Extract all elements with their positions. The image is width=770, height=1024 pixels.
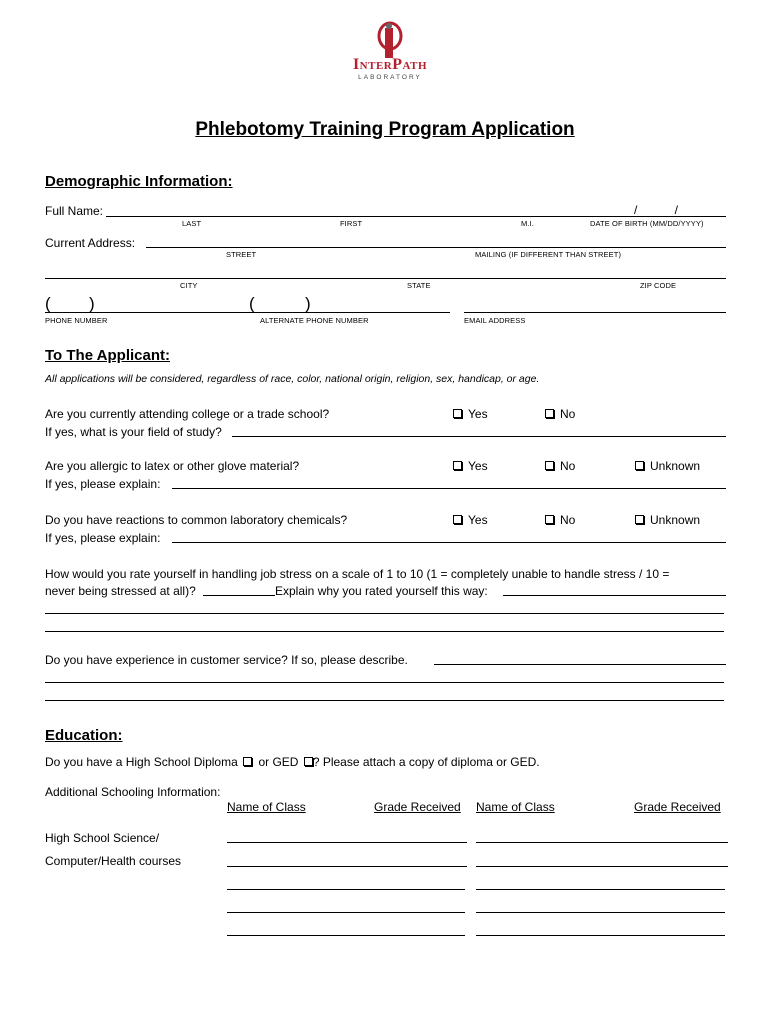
demographic-heading: Demographic Information:	[45, 173, 233, 190]
question-latex: Are you allergic to latex or other glove material?	[45, 459, 300, 473]
latex-no-option[interactable]	[545, 459, 575, 473]
alt-phone-paren-close: )	[305, 294, 311, 313]
street-caption: STREET	[226, 250, 257, 259]
name-of-class-header-1: Name of Class	[227, 800, 306, 814]
customer-service-line-3[interactable]	[45, 700, 724, 701]
no-label: No	[560, 513, 576, 527]
hs-science-label: High School Science/	[45, 831, 160, 845]
chemicals-unknown-option[interactable]	[635, 513, 700, 527]
latex-yes-option[interactable]	[453, 459, 488, 473]
ged-option[interactable]	[302, 755, 313, 769]
logo-sub-text: LABORATORY	[358, 74, 422, 81]
additional-schooling-label: Additional Schooling Information:	[45, 785, 221, 799]
stress-question-line2a: never being stressed at all)?	[45, 584, 196, 598]
current-address-label: Current Address:	[45, 236, 136, 250]
phone-paren-open: (	[45, 294, 51, 313]
chemicals-explain-input[interactable]	[172, 542, 726, 543]
class-row-5-left[interactable]	[227, 935, 465, 936]
zip-caption: ZIP CODE	[640, 281, 677, 290]
class-row-2-left[interactable]	[227, 866, 467, 867]
checkbox-icon[interactable]	[243, 757, 252, 766]
email-caption: EMAIL ADDRESS	[464, 316, 526, 325]
stress-explain-line-3[interactable]	[45, 631, 724, 632]
full-name-label: Full Name:	[45, 204, 104, 218]
class-row-3-right[interactable]	[476, 889, 725, 890]
stress-explain-line-2[interactable]	[45, 613, 724, 614]
logo	[340, 20, 440, 86]
full-name-field[interactable]	[106, 216, 726, 217]
education-heading: Education:	[45, 727, 123, 744]
checkbox-icon[interactable]	[304, 757, 313, 766]
diploma-text-c: ? Please attach a copy of diploma or GED.	[312, 755, 540, 769]
grade-received-header-1: Grade Received	[374, 800, 461, 814]
customer-service-question: Do you have experience in customer service? If so, please describe.	[45, 653, 408, 667]
city-state-zip-field[interactable]	[45, 278, 726, 279]
alt-phone-caption: ALTERNATE PHONE NUMBER	[260, 316, 369, 325]
applicant-heading: To The Applicant:	[45, 347, 170, 364]
checkbox-icon[interactable]	[545, 409, 554, 418]
phone-field[interactable]	[45, 312, 250, 313]
city-caption: CITY	[180, 281, 198, 290]
stress-rating-input[interactable]	[203, 595, 275, 596]
first-caption: FIRST	[340, 219, 363, 228]
class-row-3-left[interactable]	[227, 889, 465, 890]
checkbox-icon[interactable]	[635, 515, 644, 524]
checkbox-icon[interactable]	[545, 461, 554, 470]
phone-paren-close: )	[89, 294, 95, 313]
unknown-label: Unknown	[650, 459, 701, 473]
phone-caption: PHONE NUMBER	[45, 316, 108, 325]
mi-caption: M.I.	[521, 219, 534, 228]
logo-brand-text: InterPath	[352, 56, 428, 73]
mailing-caption: MAILING (IF DIFFERENT THAN STREET)	[475, 250, 622, 259]
logo-mark-icon	[340, 20, 440, 60]
yes-label: Yes	[468, 407, 488, 421]
latex-unknown-option[interactable]	[635, 459, 700, 473]
unknown-label: Unknown	[650, 513, 701, 527]
checkbox-icon[interactable]	[545, 515, 554, 524]
field-of-study-label: If yes, what is your field of study?	[45, 425, 222, 439]
class-row-2-right[interactable]	[476, 866, 728, 867]
class-row-1-right[interactable]	[476, 842, 728, 843]
class-row-1-left[interactable]	[227, 842, 467, 843]
alt-phone-paren-open: (	[249, 294, 255, 313]
stress-question-line1: How would you rate yourself in handling job stress on a scale of 1 to 10 (1 = completely unable to handle stress / 10 =	[45, 567, 670, 581]
latex-explain-label: If yes, please explain:	[45, 477, 161, 491]
customer-service-input[interactable]	[434, 664, 726, 665]
alt-phone-field[interactable]	[250, 312, 450, 313]
diploma-option[interactable]	[241, 755, 255, 769]
diploma-question	[45, 755, 540, 769]
question-chemicals: Do you have reactions to common laboratory chemicals?	[45, 513, 348, 527]
customer-service-line-2[interactable]	[45, 682, 724, 683]
college-no-option[interactable]	[545, 407, 575, 421]
diploma-text-b: or GED	[258, 755, 299, 769]
class-row-4-right[interactable]	[476, 912, 725, 913]
grade-received-header-2: Grade Received	[634, 800, 721, 814]
street-field[interactable]	[146, 247, 726, 248]
class-row-4-left[interactable]	[227, 912, 465, 913]
name-of-class-header-2: Name of Class	[476, 800, 555, 814]
dob-caption: DATE OF BIRTH (MM/DD/YYYY)	[590, 219, 704, 228]
page-title: Phlebotomy Training Program Application	[195, 119, 575, 140]
email-field[interactable]	[464, 312, 726, 313]
question-college: Are you currently attending college or a trade school?	[45, 407, 330, 421]
yes-label: Yes	[468, 513, 488, 527]
checkbox-icon[interactable]	[453, 515, 462, 524]
state-caption: STATE	[407, 281, 431, 290]
field-of-study-input[interactable]	[232, 436, 726, 437]
chemicals-explain-label: If yes, please explain:	[45, 531, 161, 545]
college-yes-option[interactable]	[453, 407, 488, 421]
diploma-text-a: Do you have a High School Diploma	[45, 755, 238, 769]
last-caption: LAST	[182, 219, 202, 228]
latex-explain-input[interactable]	[172, 488, 726, 489]
checkbox-icon[interactable]	[453, 461, 462, 470]
no-label: No	[560, 459, 576, 473]
checkbox-icon[interactable]	[635, 461, 644, 470]
disclaimer-text: All applications will be considered, regardless of race, color, national origin, religion, sex, handicap, or age.	[45, 373, 540, 385]
dob-separator: / /	[634, 203, 679, 217]
checkbox-icon[interactable]	[453, 409, 462, 418]
yes-label: Yes	[468, 459, 488, 473]
no-label: No	[560, 407, 576, 421]
stress-explain-input[interactable]	[503, 595, 726, 596]
chemicals-yes-option[interactable]	[453, 513, 488, 527]
computer-health-label: Computer/Health courses	[45, 854, 182, 868]
chemicals-no-option[interactable]	[545, 513, 575, 527]
stress-question-line2b: Explain why you rated yourself this way:	[275, 584, 488, 598]
class-row-5-right[interactable]	[476, 935, 725, 936]
